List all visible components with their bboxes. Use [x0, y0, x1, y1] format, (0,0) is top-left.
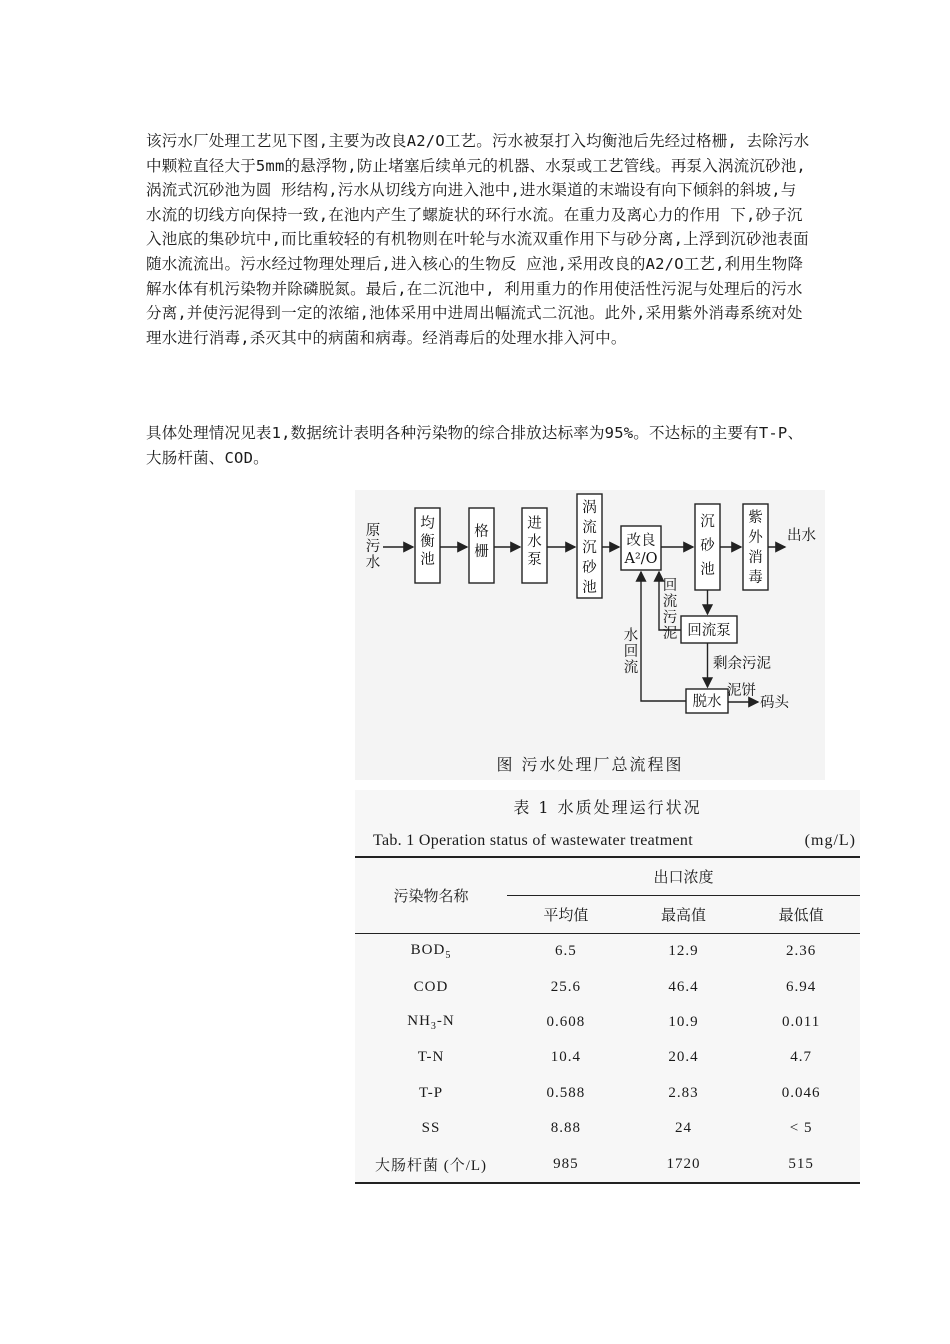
value-cell-avg: 10.4 [550, 1049, 581, 1066]
pollutant-name-cell: $NH_3-N$ [407, 1012, 455, 1032]
vertical-char: 涡 [582, 500, 597, 516]
table-row [355, 969, 860, 1004]
water-quality-table [355, 856, 860, 1184]
col-minimum: 最低值 [742, 896, 860, 934]
vertical-char: 水 [365, 555, 381, 571]
vertical-char: 栅 [474, 544, 489, 560]
vertical-char: 毒 [748, 570, 763, 586]
value-cell-max: 10.9 [668, 1013, 699, 1030]
table-title-en [355, 826, 860, 856]
col-group-outlet: 出口浓度 [507, 857, 860, 896]
water-quality-table-block [355, 790, 860, 1184]
vertical-char: 池 [700, 562, 715, 578]
vertical-char: 泵 [527, 552, 542, 568]
value-cell-max: 1720 [625, 1146, 743, 1182]
col-average: 平均值 [507, 896, 625, 934]
value-cell-max: 24 [674, 1120, 692, 1137]
water-return-label [624, 627, 639, 676]
table-row [355, 1076, 860, 1111]
value-cell-avg: 985 [507, 1146, 625, 1182]
vertical-char: 回 [623, 644, 639, 660]
return-pump-label: 回流泵 [687, 623, 731, 639]
value-cell-min: 6.94 [786, 978, 817, 995]
value-cell-max: 46.4 [668, 978, 699, 995]
table-row [355, 1005, 860, 1040]
pollutant-name-cell: $BOD_5$ [410, 942, 452, 962]
value-cell-max: 2.83 [668, 1084, 699, 1101]
effluent-label: 出水 [787, 528, 816, 544]
table-row [355, 1111, 860, 1146]
vertical-char: 池 [582, 580, 597, 596]
table-unit: (mg/L) [804, 832, 856, 849]
intro-paragraph: 该污水厂处理工艺见下图,主要为改良A2/O工艺。污水被泵打入均衡池后先经过格栅, 去除污水中颗粒直径大于5mm的悬浮物,防止堵塞后续单元的机器、水泵或工艺管线。再泵入涡流沉砂池,涡流式沉砂池为圆 形结构,污水从切线方向进入池中,进水渠道的末端设有向下倾斜的斜坡,与水流的切线方向保持一致,在池内产生了螺旋状的环行水流。在重力及离心力的作用 下,砂子沉入池底的集砂坑中,而比重较轻的有机物则在叶轮与水流双重作用下与砂分离,上浮到沉砂池表面随水流流出。污水经过物理处理后,进入核心的生物反 应池,采用改良的A2/O工艺,利用生物降解水体有机污染物并除磷脱氮。最后,在二沉池中, 利用重力的作用使活性污泥与处理后的污水分离,并使污泥得到一定的浓缩,池体采用中进周出幅流式二沉池。此外,采用紫外消毒系统对处理水进行消毒,杀灭其中的病菌和病毒。经消毒后的处理水排入河中。 [146, 132, 810, 347]
table-row [355, 934, 860, 970]
vertical-char: 沉 [700, 514, 715, 530]
reactor-label-2: A²/O [624, 551, 658, 567]
dewatering-label: 脱水 [692, 694, 722, 710]
vertical-char: 流 [623, 660, 639, 676]
vertical-char: 沉 [582, 540, 597, 556]
vertical-char: 水 [527, 534, 542, 550]
process-flow-diagram [355, 490, 825, 780]
value-cell-avg: 8.88 [550, 1120, 581, 1137]
vertical-char: 砂 [700, 538, 715, 554]
table-row [355, 1040, 860, 1075]
col-maximum: 最高值 [625, 896, 743, 934]
dock-label: 码头 [760, 695, 789, 711]
vertical-char: 流 [582, 520, 597, 536]
vertical-char: 原 [365, 523, 381, 539]
reactor-label-1: 改良 [626, 533, 656, 549]
table-title-cn: 表 1 水质处理运行状况 [513, 798, 702, 817]
vertical-char: 衡 [420, 534, 435, 550]
figure-caption: 图 污水处理厂总流程图 [496, 755, 684, 774]
excess-sludge-label: 剩余污泥 [713, 656, 771, 672]
value-cell-min: < 5 [789, 1120, 813, 1137]
summary-paragraph: 具体处理情况见表1,数据统计表明各种污染物的综合排放达标率为95%。不达标的主要有T-P、大肠杆菌、COD。 [146, 424, 804, 467]
value-cell-min: 4.7 [790, 1049, 813, 1066]
vertical-char: 进 [527, 516, 542, 532]
vertical-char: 消 [748, 550, 763, 566]
value-cell-max: 12.9 [668, 943, 699, 960]
value-cell-min: 2.36 [786, 943, 817, 960]
vertical-char: 外 [748, 530, 763, 546]
return-sludge-label [663, 577, 678, 642]
sludge-cake-label: 泥饼 [727, 683, 756, 699]
value-cell-max: 20.4 [668, 1049, 699, 1066]
pollutant-name-cell: 大肠杆菌 (个/L) [355, 1146, 507, 1182]
pollutant-name-cell: SS [421, 1120, 441, 1137]
vertical-char: 流 [662, 594, 678, 610]
vertical-char: 泥 [662, 626, 678, 642]
vertical-char: 均 [420, 516, 435, 532]
vertical-char: 污 [662, 610, 678, 626]
vertical-char: 水 [623, 628, 639, 644]
pollutant-name-cell: COD [413, 978, 449, 995]
vertical-char: 砂 [582, 560, 597, 576]
table-title-en-text: Tab. 1 Operation status of wastewater treatment [373, 832, 693, 849]
vertical-char: 回 [662, 578, 678, 594]
table-row [355, 1146, 860, 1182]
vertical-char: 格 [474, 524, 489, 540]
value-cell-avg: 0.588 [546, 1084, 586, 1101]
value-cell-min: 0.046 [781, 1084, 821, 1101]
raw-sewage-label [366, 522, 381, 571]
pollutant-name-cell: T-N [417, 1049, 445, 1066]
value-cell-min: 515 [742, 1146, 860, 1182]
value-cell-avg: 6.5 [554, 943, 577, 960]
value-cell-avg: 25.6 [550, 978, 581, 995]
vertical-char: 紫 [748, 510, 763, 526]
pollutant-name-cell: T-P [418, 1084, 444, 1101]
value-cell-min: 0.011 [782, 1013, 821, 1030]
vertical-char: 污 [365, 539, 381, 555]
vertical-char: 池 [420, 552, 435, 568]
col-pollutant-name: 污染物名称 [355, 857, 507, 934]
value-cell-avg: 0.608 [546, 1013, 586, 1030]
